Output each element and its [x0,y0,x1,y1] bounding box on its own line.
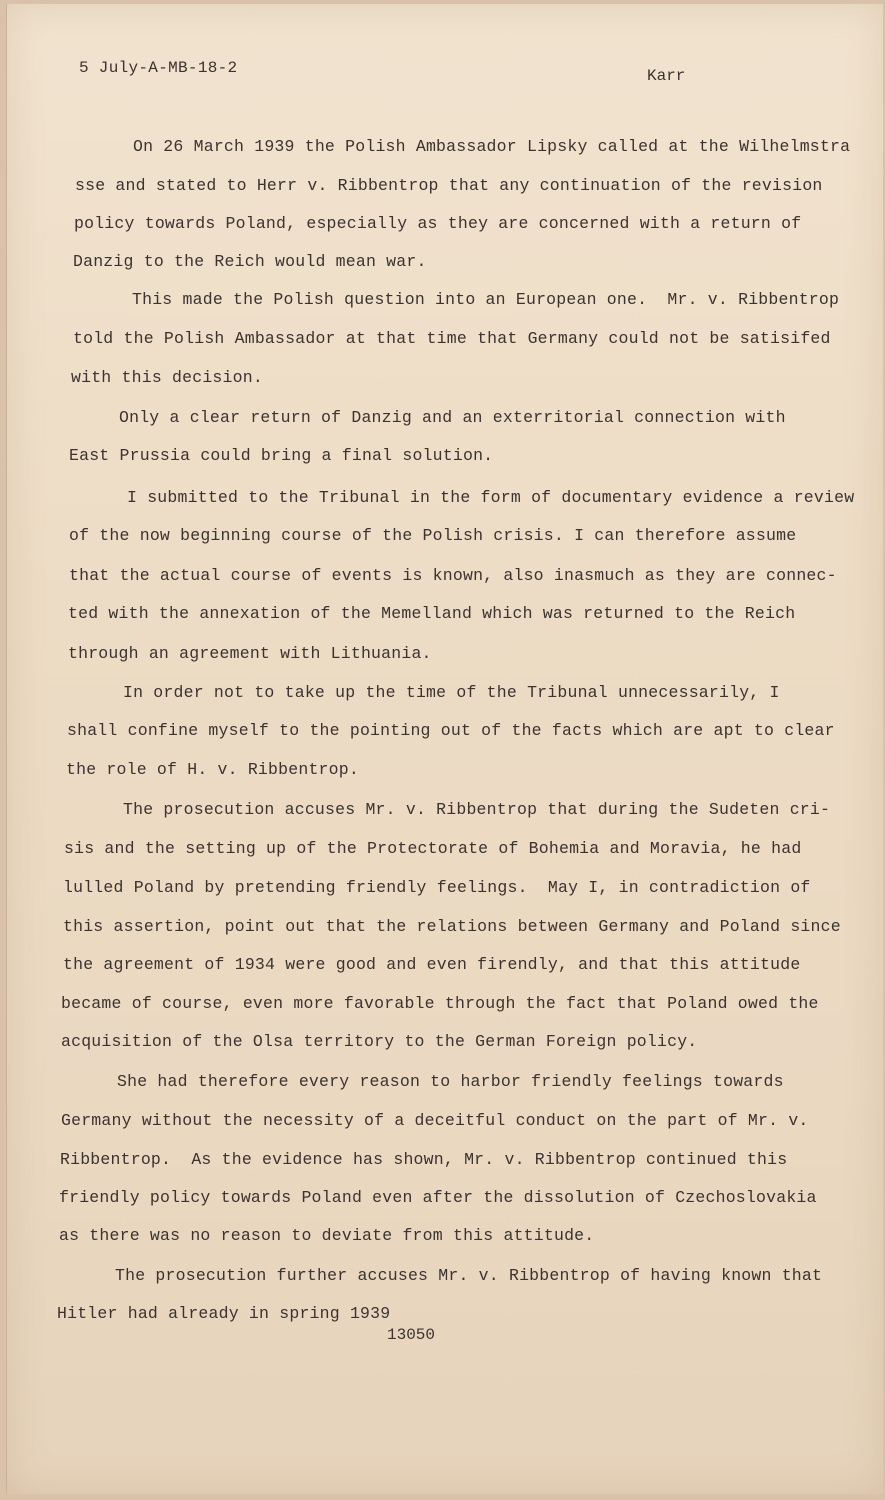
text-line: policy towards Poland, especially as they are concerned with a return of [74,214,802,233]
speaker-name: Karr [647,67,686,85]
text-line: that the actual course of events is known, also inasmuch as they are connec- [69,566,837,585]
text-line: of the now beginning course of the Polish crisis. I can therefore assume [69,526,797,545]
text-line: with this decision. [71,368,263,387]
text-line: friendly policy towards Poland even after the dissolution of Czechoslovakia [59,1188,817,1207]
text-line: the role of H. v. Ribbentrop. [66,760,359,779]
text-line: sse and stated to Herr v. Ribbentrop that any continuation of the revision [75,176,823,195]
text-line: In order not to take up the time of the Tribunal unnecessarily, I [123,683,780,702]
text-line: through an agreement with Lithuania. [68,644,432,663]
text-line: This made the Polish question into an European one. Mr. v. Ribbentrop [132,290,840,309]
document-page [6,4,883,1494]
text-line: became of course, even more favorable through the fact that Poland owed the [61,994,819,1013]
text-line: acquisition of the Olsa territory to the German Foreign policy. [61,1032,698,1051]
reference-code: 5 July-A-MB-18-2 [79,59,238,77]
text-line: She had therefore every reason to harbor friendly feelings towards [117,1072,784,1091]
text-line: this assertion, point out that the relations between Germany and Poland since [63,917,841,936]
text-line: The prosecution further accuses Mr. v. Ribbentrop of having known that [115,1266,823,1285]
text-line: sis and the setting up of the Protectorate of Bohemia and Moravia, he had [64,839,802,858]
text-line: told the Polish Ambassador at that time that Germany could not be satisifed [73,329,831,348]
text-line: On 26 March 1939 the Polish Ambassador Lipsky called at the Wilhelmstra [133,137,851,156]
text-line: ted with the annexation of the Memelland which was returned to the Reich [68,604,796,623]
text-line: the agreement of 1934 were good and even firendly, and that this attitude [63,955,801,974]
text-line: Germany without the necessity of a deceitful conduct on the part of Mr. v. [61,1111,809,1130]
text-line: as there was no reason to deviate from this attitude. [59,1226,595,1245]
text-line: The prosecution accuses Mr. v. Ribbentrop that during the Sudeten cri- [123,800,831,819]
text-line: East Prussia could bring a final solution. [69,446,494,465]
text-line: I submitted to the Tribunal in the form of documentary evidence a review [127,488,855,507]
text-line: Only a clear return of Danzig and an exterritorial connection with [119,408,786,427]
text-line: shall confine myself to the pointing out of the facts which are apt to clear [67,721,835,740]
text-line: lulled Poland by pretending friendly feelings. May I, in contradiction of [63,878,811,897]
page-number: 13050 [387,1326,436,1344]
text-line: Danzig to the Reich would mean war. [73,252,427,271]
text-line: Ribbentrop. As the evidence has shown, Mr. v. Ribbentrop continued this [60,1150,788,1169]
text-line: Hitler had already in spring 1939 [57,1304,391,1323]
